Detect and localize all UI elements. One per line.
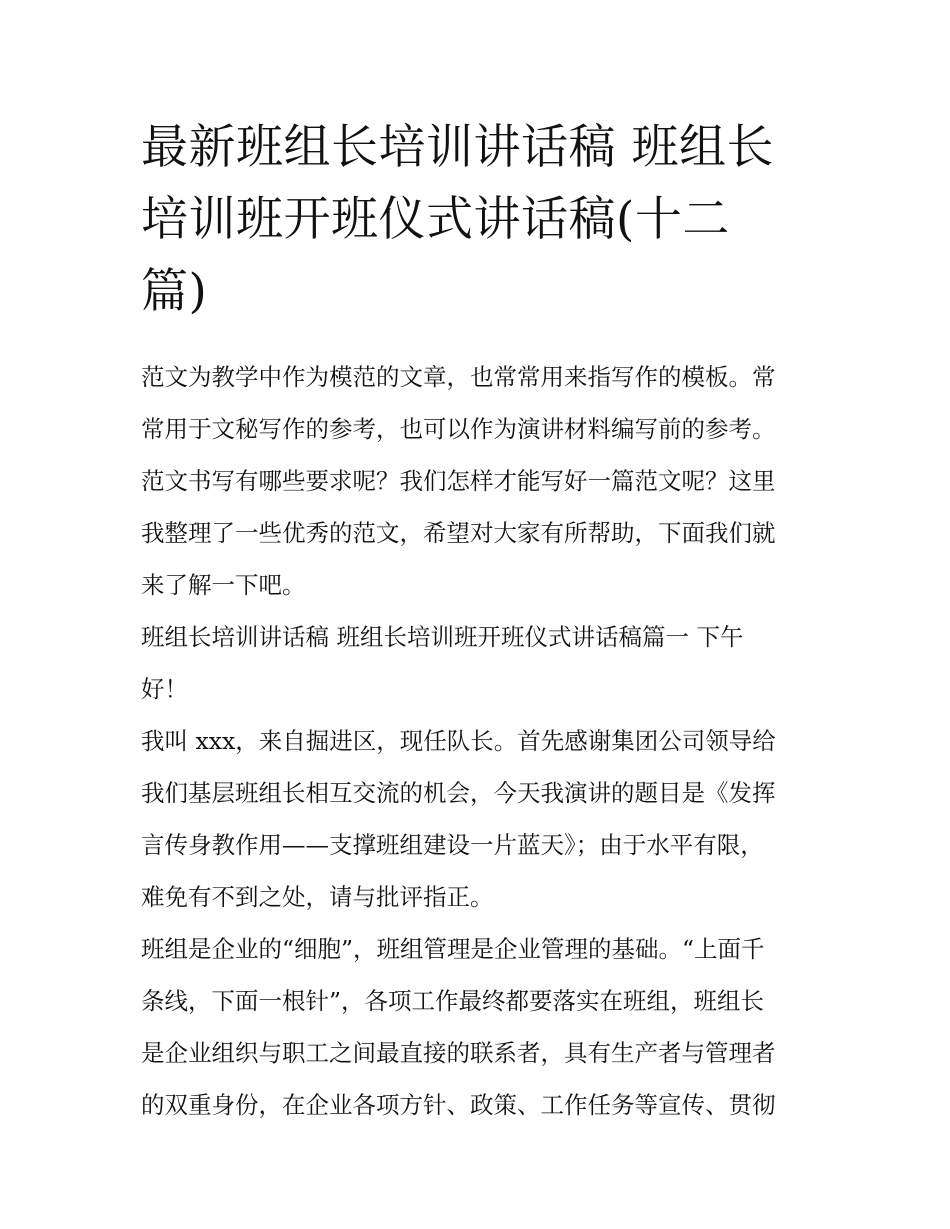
text-line: 我叫 xxx，来自掘进区，现任队长。首先感谢集团公司领导给 bbox=[141, 727, 776, 755]
text-line: 好！ bbox=[141, 675, 188, 703]
paragraph-section-heading bbox=[141, 611, 821, 715]
paragraph-self-introduction bbox=[141, 715, 821, 923]
text-line: 范文为教学中作为模范的文章，也常常用来指写作的模板。常 bbox=[141, 363, 776, 391]
text-line: 班组长培训讲话稿 班组长培训班开班仪式讲话稿篇一 下午 bbox=[141, 623, 744, 651]
text-line: 来了解一下吧。 bbox=[141, 571, 306, 599]
text-line: 范文书写有哪些要求呢？我们怎样才能写好一篇范文呢？这里 bbox=[141, 467, 776, 495]
paragraph-intro bbox=[141, 351, 821, 611]
text-line: 常用于文秘写作的参考，也可以作为演讲材料编写前的参考。 bbox=[141, 415, 776, 443]
text-line: 是企业组织与职工之间最直接的联系者，具有生产者与管理者 bbox=[141, 1039, 776, 1067]
text-line: 班组是企业的“细胞”，班组管理是企业管理的基础。“上面千 bbox=[141, 935, 765, 963]
title-line: 培训班开班仪式讲话稿(十二 bbox=[141, 192, 730, 247]
document-title bbox=[141, 112, 821, 328]
text-line: 难免有不到之处，请与批评指正。 bbox=[141, 883, 494, 911]
title-line: 篇) bbox=[141, 264, 208, 319]
text-line: 言传身教作用——支撑班组建设一片蓝天》；由于水平有限， bbox=[141, 831, 764, 859]
title-line: 最新班组长培训讲话稿 班组长 bbox=[141, 120, 774, 175]
text-line: 条线，下面一根针”，各项工作最终都要落实在班组，班组长 bbox=[141, 987, 765, 1015]
document-body bbox=[141, 351, 821, 1131]
text-line: 我整理了一些优秀的范文，希望对大家有所帮助，下面我们就 bbox=[141, 519, 776, 547]
text-line: 我们基层班组长相互交流的机会，今天我演讲的题目是《发挥 bbox=[141, 779, 776, 807]
text-line: 的双重身份，在企业各项方针、政策、工作任务等宣传、贯彻 bbox=[141, 1091, 776, 1119]
paragraph-team-role bbox=[141, 923, 821, 1131]
